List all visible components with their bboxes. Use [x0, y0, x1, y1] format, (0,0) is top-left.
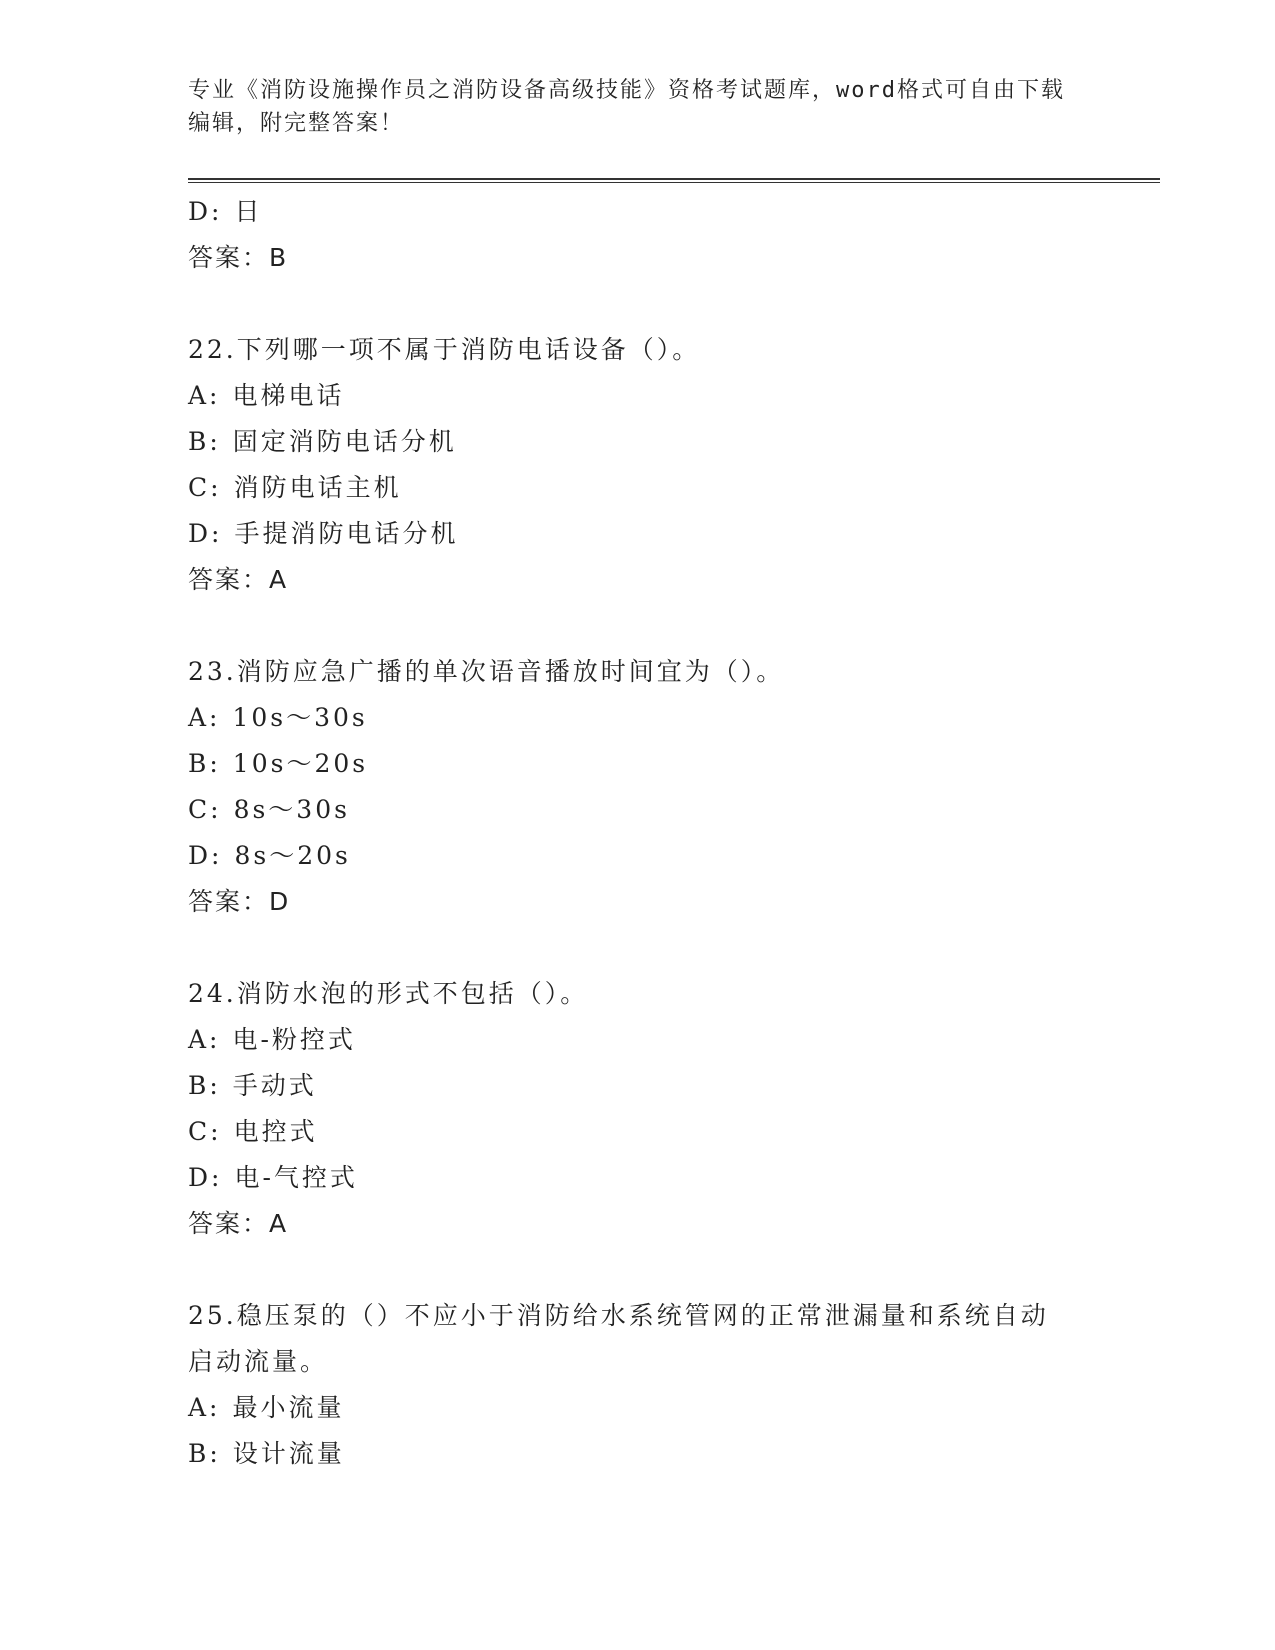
option-letter: D:: [188, 519, 223, 548]
option-a: [188, 1385, 1088, 1431]
option-b: [188, 1431, 1088, 1477]
option-b: [188, 419, 1088, 465]
option-text: 手动式: [232, 1071, 317, 1100]
option-text: 电-粉控式: [232, 1025, 356, 1054]
option-letter: B:: [188, 1071, 221, 1100]
option-text: 消防电话主机: [233, 473, 402, 502]
option-c: [188, 465, 1088, 511]
answer-line: 答案：D: [188, 887, 291, 916]
option-text: 8s～20s: [234, 841, 351, 870]
option-letter: C:: [188, 795, 222, 824]
answer-line: 答案：A: [188, 1209, 289, 1238]
option-text: 10s～30s: [232, 703, 368, 732]
spacer: [188, 1247, 1088, 1293]
question-stem: 22.下列哪一项不属于消防电话设备（）。: [188, 335, 701, 364]
option-text: 设计流量: [232, 1439, 345, 1468]
option-letter: A:: [188, 381, 221, 410]
option-text: 固定消防电话分机: [232, 427, 457, 456]
question-list: [188, 189, 1088, 1477]
option-a: [188, 695, 1088, 741]
option-text: 日: [234, 197, 263, 226]
option-letter: D:: [188, 197, 223, 226]
option-letter: C:: [188, 1117, 222, 1146]
header-divider-thin: [188, 182, 1160, 183]
header-divider-thick: [188, 178, 1160, 180]
spacer: [188, 603, 1088, 649]
option-text: 电控式: [233, 1117, 318, 1146]
document-header: 专业《消防设施操作员之消防设备高级技能》资格考试题库，word格式可自由下载编辑，附完整答案！: [188, 78, 1065, 136]
option-c: [188, 1109, 1088, 1155]
option-letter: C:: [188, 473, 222, 502]
option-b: [188, 1063, 1088, 1109]
question-stem: 23.消防应急广播的单次语音播放时间宜为（）。: [188, 657, 785, 686]
option-text: 电梯电话: [232, 381, 345, 410]
option-text: 最小流量: [232, 1393, 345, 1422]
option-d: [188, 1155, 1088, 1201]
spacer: [188, 925, 1088, 971]
option-b: [188, 741, 1088, 787]
option-letter: B:: [188, 427, 221, 456]
option-c: [188, 787, 1088, 833]
option-text: 手提消防电话分机: [234, 519, 459, 548]
answer-line: 答案：A: [188, 565, 289, 594]
option-letter: D:: [188, 841, 223, 870]
answer-line: 答案：B: [188, 243, 289, 272]
option-d: [188, 833, 1088, 879]
option-a: [188, 373, 1088, 419]
option-letter: B:: [188, 749, 221, 778]
option-text: 8s～30s: [233, 795, 350, 824]
option-letter: B:: [188, 1439, 221, 1468]
option-d: [188, 189, 1088, 235]
option-d: [188, 511, 1088, 557]
option-a: [188, 1017, 1088, 1063]
option-letter: D:: [188, 1163, 223, 1192]
option-text: 10s～20s: [232, 749, 369, 778]
option-letter: A:: [188, 703, 221, 732]
option-text: 电-气控式: [234, 1163, 358, 1192]
spacer: [188, 281, 1088, 327]
option-letter: A:: [188, 1025, 221, 1054]
option-letter: A:: [188, 1393, 221, 1422]
question-stem: 25.稳压泵的（）不应小于消防给水系统管网的正常泄漏量和系统自动启动流量。: [188, 1301, 1049, 1376]
question-stem: 24.消防水泡的形式不包括（）。: [188, 979, 589, 1008]
